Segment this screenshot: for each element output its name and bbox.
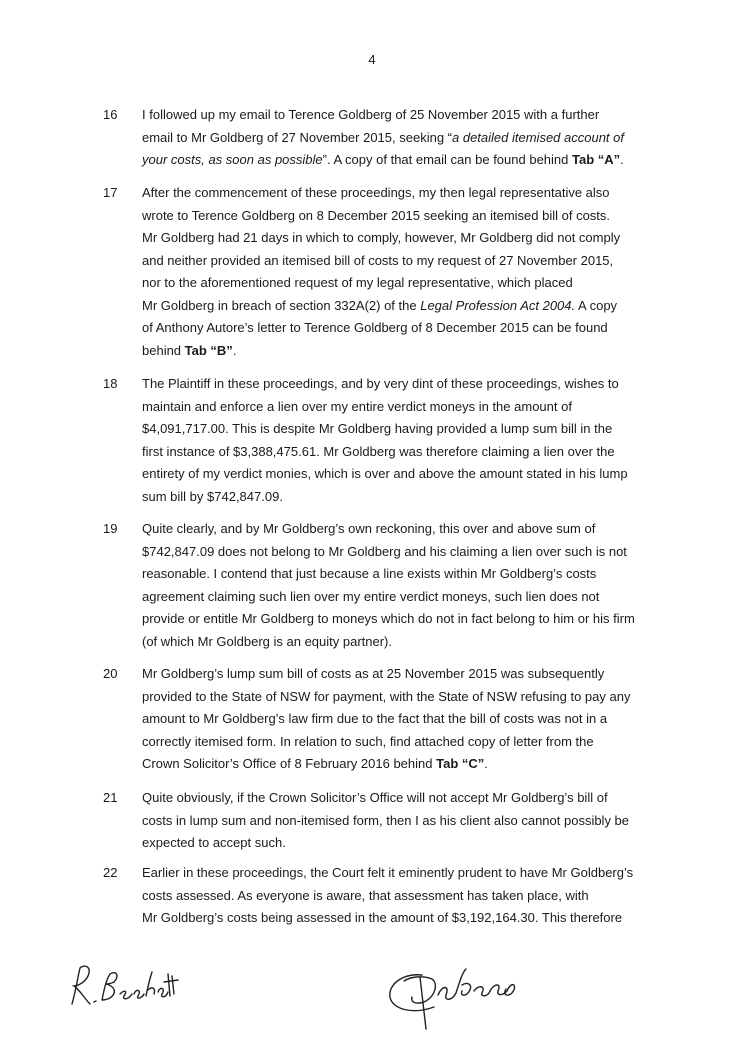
paragraph-text (142, 663, 682, 776)
text-line (142, 663, 682, 686)
paragraph-number: 19 (103, 521, 118, 536)
paragraph-number: 22 (103, 865, 118, 880)
italic-quote: your costs, as soon as possible (142, 152, 323, 167)
text-line (142, 708, 682, 731)
text-line (142, 686, 682, 709)
text-run: $4,091,717.00. This is despite Mr Goldberg having provided a lump sum bill in the (142, 421, 613, 436)
paragraph-text (142, 862, 682, 930)
text-run: wrote to Terence Goldberg on 8 December 2015 seeking an itemised bill of costs. (142, 207, 611, 223)
text-run: costs assessed. As everyone is aware, that assessment has taken place, with (142, 887, 589, 903)
text-run: nor to the aforementioned request of my legal representative, which placed (142, 275, 573, 290)
text-line (142, 885, 682, 908)
text-run: Quite clearly, and by Mr Goldberg’s own reckoning, this over and above sum of (142, 521, 596, 536)
text-line (142, 486, 682, 509)
text-run: $742,847.09 does not belong to Mr Goldberg and his claiming a lien over such is not (142, 543, 627, 559)
text-run: first instance of $3,388,475.61. Mr Goldberg was therefore claiming a lien over the (142, 443, 615, 459)
text-line (142, 586, 682, 609)
page-number: 4 (368, 52, 376, 67)
text-run: A copy (575, 297, 618, 313)
text-line (142, 396, 682, 419)
tab-reference: Tab “C” (436, 756, 485, 771)
text-line (142, 862, 682, 885)
text-run: of Anthony Autore’s letter to Terence Goldberg of 8 December 2015 can be found (142, 320, 608, 335)
paragraph-number: 18 (103, 376, 118, 391)
text-run: email to Mr Goldberg of 27 November 2015, seeking “ (142, 129, 452, 145)
left-signature (62, 960, 182, 1010)
text-line (142, 563, 682, 586)
text-line (142, 373, 682, 396)
text-line (142, 518, 682, 541)
tab-reference: Tab “B” (184, 342, 233, 358)
text-run: Mr Goldberg’s costs being assessed in the amount of $3,192,164.30. This therefore (142, 910, 623, 925)
text-line (142, 608, 682, 631)
italic-quote: Legal Profession Act 2004. (420, 297, 576, 313)
text-run: amount to Mr Goldberg’s law firm due to the fact that the bill of costs was not in a (142, 711, 608, 726)
paragraph-text (142, 373, 682, 508)
text-line (142, 272, 682, 295)
tab-reference: Tab “A” (572, 152, 621, 167)
text-run: and neither provided an itemised bill of costs to my request of 27 November 2015, (142, 252, 614, 268)
right-signature (382, 955, 532, 1035)
text-line (142, 250, 682, 273)
text-run: After the commencement of these proceedings, my then legal representative also (142, 185, 610, 200)
text-run: The Plaintiff in these proceedings, and by very dint of these proceedings, wishes to (142, 376, 619, 391)
paragraph-text (142, 182, 682, 362)
text-run: costs in lump sum and non-itemised form, then I as his client also cannot possibly be (142, 812, 630, 828)
text-line (142, 463, 682, 486)
text-run: I followed up my email to Terence Goldberg of 25 November 2015 with a further (142, 107, 600, 122)
text-line (142, 907, 682, 930)
text-run: agreement claiming such lien over my entire verdict moneys, such lien does not (142, 588, 600, 604)
paragraph-number: 20 (103, 666, 118, 681)
text-run: correctly itemised form. In relation to such, find attached copy of letter from the (142, 733, 594, 749)
text-run: . (232, 342, 237, 358)
text-line (142, 149, 682, 172)
text-line (142, 541, 682, 564)
text-run: behind (142, 342, 185, 358)
paragraph-text (142, 787, 682, 855)
text-line (142, 441, 682, 464)
text-run: Crown Solicitor’s Office of 8 February 2016 behind (142, 756, 437, 771)
text-line (142, 832, 682, 855)
text-line (142, 340, 682, 363)
paragraph-number: 17 (103, 185, 118, 200)
text-run: provided to the State of NSW for payment, with the State of NSW refusing to pay any (142, 688, 631, 704)
text-run: Mr Goldberg in breach of section 332A(2) of the (142, 297, 421, 313)
paragraph-text (142, 104, 682, 172)
text-run: reasonable. I contend that just because a line exists within Mr Goldberg’s costs (142, 566, 597, 581)
text-line (142, 731, 682, 754)
text-line (142, 205, 682, 228)
text-run: maintain and enforce a lien over my entire verdict moneys in the amount of (142, 398, 572, 414)
text-run: . (620, 152, 624, 167)
paragraph-number: 16 (103, 107, 118, 122)
text-run: Mr Goldberg’s lump sum bill of costs as at 25 November 2015 was subsequently (142, 666, 605, 681)
text-run: Quite obviously, if the Crown Solicitor’s Office will not accept Mr Goldberg’s bill of (142, 790, 608, 805)
text-line (142, 104, 682, 127)
text-line (142, 317, 682, 340)
text-run: . (484, 756, 488, 771)
text-run: ”. A copy of that email can be found behind (322, 152, 572, 167)
text-line (142, 631, 682, 654)
text-run: sum bill by $742,847.09. (142, 488, 283, 504)
text-line (142, 753, 682, 776)
paragraph-number: 21 (103, 790, 118, 805)
text-run: Earlier in these proceedings, the Court felt it eminently prudent to have Mr Goldberg’s (142, 865, 634, 880)
text-run: expected to accept such. (142, 835, 286, 850)
text-run: entirety of my verdict monies, which is over and above the amount stated in his lump (142, 466, 628, 481)
text-run: Mr Goldberg had 21 days in which to comply, however, Mr Goldberg did not comply (142, 230, 621, 245)
text-line (142, 418, 682, 441)
text-line (142, 787, 682, 810)
text-line (142, 182, 682, 205)
text-run: (of which Mr Goldberg is an equity partner). (142, 633, 392, 649)
italic-quote: a detailed itemised account of (452, 129, 624, 145)
text-line (142, 227, 682, 250)
paragraph-text (142, 518, 682, 653)
text-run: provide or entitle Mr Goldberg to moneys which do not in fact belong to him or his firm (142, 611, 635, 626)
text-line (142, 127, 682, 150)
text-line (142, 295, 682, 318)
text-line (142, 810, 682, 833)
